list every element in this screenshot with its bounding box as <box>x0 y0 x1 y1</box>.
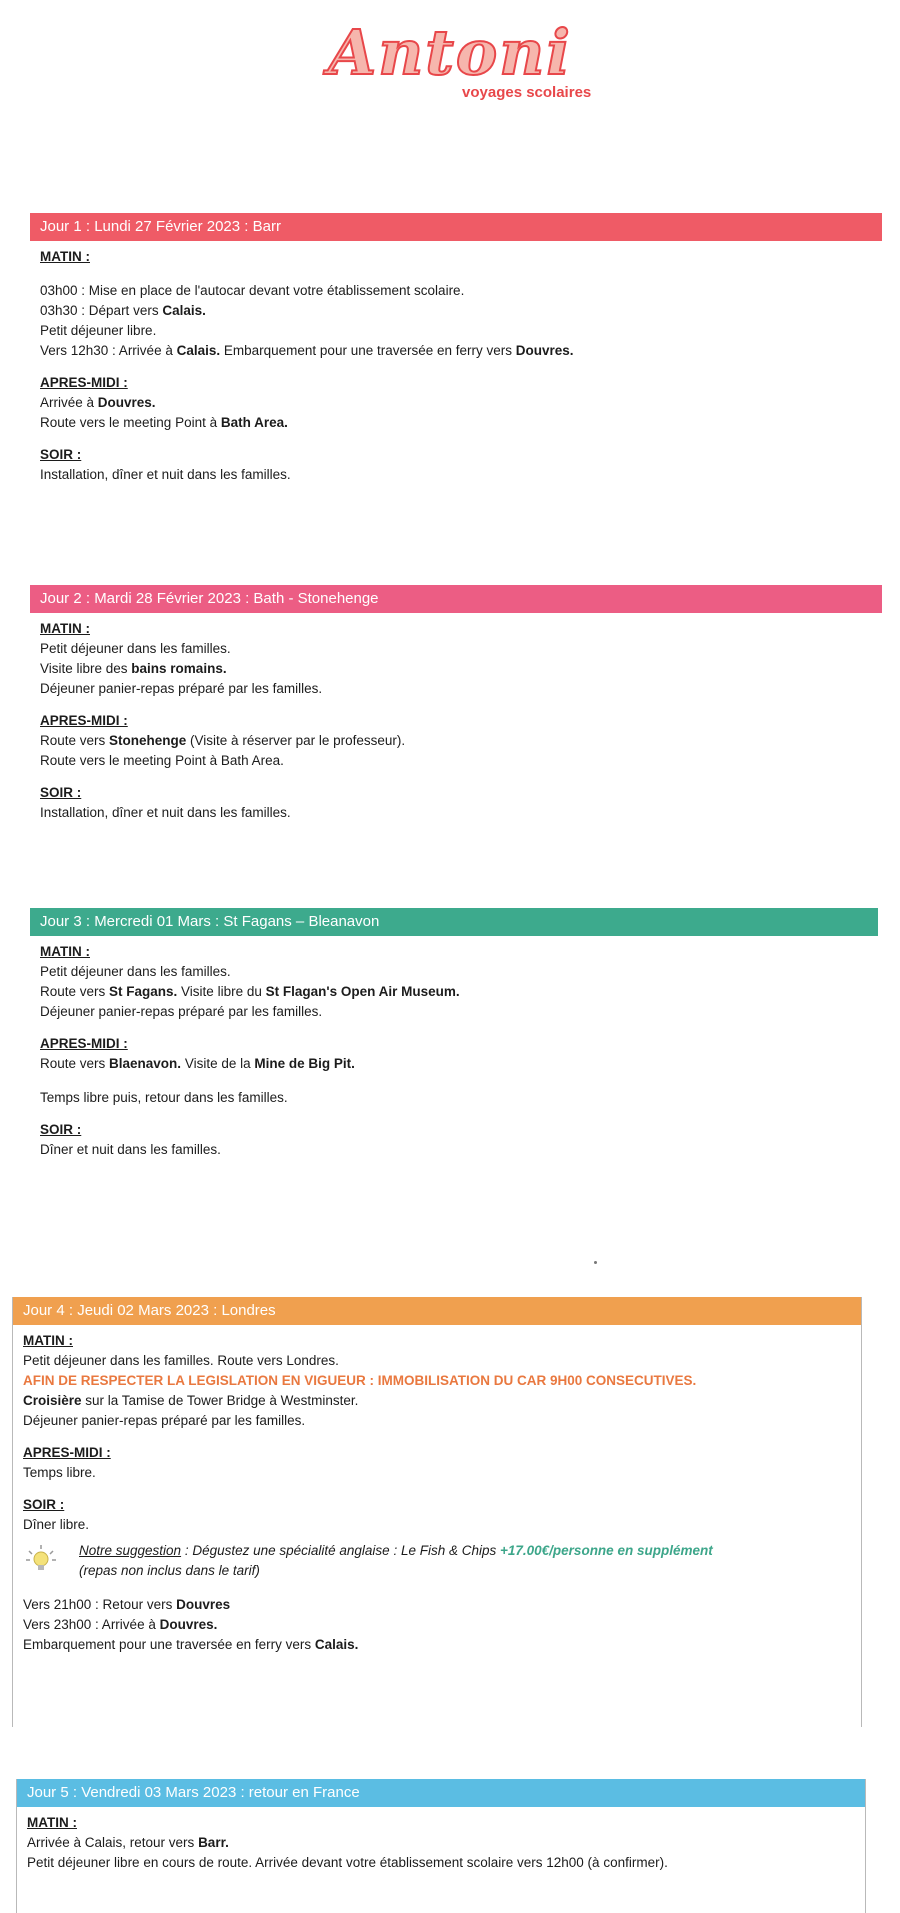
emphasis-text: Barr. <box>198 1835 229 1850</box>
logo-tagline: voyages scolaires <box>462 84 592 101</box>
day-5-block <box>16 1779 866 1913</box>
section-title: SOIR : <box>40 785 82 800</box>
day-body <box>17 1813 865 1873</box>
emphasis-text: bains romains. <box>131 661 227 676</box>
emphasis-text: Calais. <box>314 1637 359 1652</box>
day-header: Jour 5 : Vendredi 03 Mars 2023 : retour en France <box>17 1779 865 1807</box>
time-section <box>40 942 878 1022</box>
itinerary-line: AFIN DE RESPECTER LA LEGISLATION EN VIGUEUR : IMMOBILISATION DU CAR 9H00 CONSECUTIVES. <box>23 1373 697 1388</box>
section-title: MATIN : <box>40 621 90 636</box>
itinerary-line: Petit déjeuner dans les familles. Route vers Londres. <box>23 1353 339 1368</box>
itinerary-line: Déjeuner panier-repas préparé par les familles. <box>40 681 323 696</box>
section-title: MATIN : <box>23 1333 73 1348</box>
itinerary-line: Installation, dîner et nuit dans les familles. <box>40 805 291 820</box>
suggestion-note-text: (repas non inclus dans le tarif) <box>79 1563 260 1578</box>
itinerary-line: Arrivée à Calais, retour vers Barr. <box>27 1835 229 1850</box>
day-header: Jour 2 : Mardi 28 Février 2023 : Bath - Stonehenge <box>30 585 882 613</box>
time-section <box>40 445 882 485</box>
time-section <box>40 373 882 433</box>
itinerary-line: Temps libre puis, retour dans les familles. <box>40 1090 288 1105</box>
day-header: Jour 1 : Lundi 27 Février 2023 : Barr <box>30 213 882 241</box>
itinerary-line: Route vers le meeting Point à Bath Area. <box>40 753 284 768</box>
time-section <box>27 1813 865 1873</box>
day-1-block <box>30 213 882 485</box>
itinerary-line: Route vers le meeting Point à Bath Area. <box>40 415 288 430</box>
day-3-block <box>30 908 878 1160</box>
logo-brand: Antoni <box>328 16 572 89</box>
suggestion-text: Notre suggestion : Dégustez une spécialité anglaise : Le Fish & Chips +17.00€/personne en supplément <box>79 1543 713 1558</box>
itinerary-line: Vers 21h00 : Retour vers Douvres <box>23 1597 231 1612</box>
itinerary-line: Arrivée à Douvres. <box>40 395 156 410</box>
section-title: APRES-MIDI : <box>23 1445 111 1460</box>
evening-return <box>23 1595 861 1655</box>
itinerary-line: Route vers Stonehenge (Visite à réserver par le professeur). <box>40 733 406 748</box>
itinerary-line: Dîner libre. <box>23 1517 90 1532</box>
emphasis-text: Stonehenge <box>109 733 187 748</box>
emphasis-text: Blaenavon. <box>109 1056 182 1071</box>
time-section <box>40 1120 878 1160</box>
itinerary-line: 03h30 : Départ vers Calais. <box>40 303 206 318</box>
emphasis-text: Calais. <box>176 343 221 358</box>
blank-line <box>40 267 882 281</box>
day-body <box>13 1331 861 1655</box>
suggestion-price: +17.00€/personne en supplément <box>500 1543 713 1558</box>
day-4-block <box>12 1297 862 1727</box>
itinerary-line: Route vers Blaenavon. Visite de la Mine de Big Pit. <box>40 1056 355 1071</box>
itinerary-line: Dîner et nuit dans les familles. <box>40 1142 221 1157</box>
day-body <box>30 942 878 1160</box>
itinerary-line: Croisière sur la Tamise de Tower Bridge à Westminster. <box>23 1393 359 1408</box>
itinerary-line: Déjeuner panier-repas préparé par les familles. <box>40 1004 323 1019</box>
section-title: APRES-MIDI : <box>40 375 128 390</box>
time-section <box>40 247 882 361</box>
day-header: Jour 4 : Jeudi 02 Mars 2023 : Londres <box>13 1297 861 1325</box>
section-title: APRES-MIDI : <box>40 1036 128 1051</box>
itinerary-line: Embarquement pour une traversée en ferry vers Calais. <box>23 1637 359 1652</box>
itinerary-line: Petit déjeuner libre. <box>40 323 157 338</box>
day-body <box>30 247 882 485</box>
blank-line <box>40 1074 878 1088</box>
emphasis-text: Mine de Big Pit. <box>254 1056 355 1071</box>
itinerary-line: Vers 23h00 : Arrivée à Douvres. <box>23 1617 218 1632</box>
itinerary-line: Visite libre des bains romains. <box>40 661 227 676</box>
emphasis-text: Croisière <box>23 1393 82 1408</box>
itinerary-line: Déjeuner panier-repas préparé par les familles. <box>23 1413 306 1428</box>
itinerary-line: Petit déjeuner dans les familles. <box>40 641 231 656</box>
emphasis-text: Douvres. <box>159 1617 218 1632</box>
itinerary-line: Temps libre. <box>23 1465 96 1480</box>
emphasis-text: Douvres. <box>97 395 156 410</box>
emphasis-text: Douvres. <box>515 343 574 358</box>
itinerary-line: Vers 12h30 : Arrivée à Calais. Embarquement pour une traversée en ferry vers Douvres. <box>40 343 574 358</box>
itinerary-line: 03h00 : Mise en place de l'autocar devant votre établissement scolaire. <box>40 283 465 298</box>
section-title: MATIN : <box>27 1815 77 1830</box>
emphasis-text: Bath Area. <box>220 415 288 430</box>
section-title: MATIN : <box>40 249 90 264</box>
itinerary-line: Petit déjeuner dans les familles. <box>40 964 231 979</box>
section-title: MATIN : <box>40 944 90 959</box>
suggestion-note <box>23 1541 861 1581</box>
time-section <box>40 711 882 771</box>
time-section <box>40 1034 878 1108</box>
time-section <box>40 619 882 699</box>
lightbulb-icon <box>23 1543 59 1579</box>
antoni-logo <box>0 16 900 101</box>
time-section <box>23 1331 861 1431</box>
suggestion-label: Notre suggestion <box>79 1543 182 1558</box>
itinerary-line: Route vers St Fagans. Visite libre du St Flagan's Open Air Museum. <box>40 984 460 999</box>
scan-speck <box>594 1261 597 1264</box>
time-section <box>23 1443 861 1483</box>
time-section <box>40 783 882 823</box>
day-body <box>30 619 882 823</box>
itinerary-line: Installation, dîner et nuit dans les familles. <box>40 467 291 482</box>
day-2-block <box>30 585 882 823</box>
section-title: SOIR : <box>40 447 82 462</box>
itinerary-line: Petit déjeuner libre en cours de route. Arrivée devant votre établissement scolaire vers 12h00 (à confirmer). <box>27 1855 668 1870</box>
time-section <box>23 1495 861 1535</box>
section-title: SOIR : <box>40 1122 82 1137</box>
day-header: Jour 3 : Mercredi 01 Mars : St Fagans – Bleanavon <box>30 908 878 936</box>
emphasis-text: Douvres <box>176 1597 231 1612</box>
emphasis-text: Calais. <box>162 303 206 318</box>
emphasis-text: St Fagans. <box>109 984 178 999</box>
section-title: SOIR : <box>23 1497 65 1512</box>
section-title: APRES-MIDI : <box>40 713 128 728</box>
emphasis-text: St Flagan's Open Air Museum. <box>265 984 460 999</box>
